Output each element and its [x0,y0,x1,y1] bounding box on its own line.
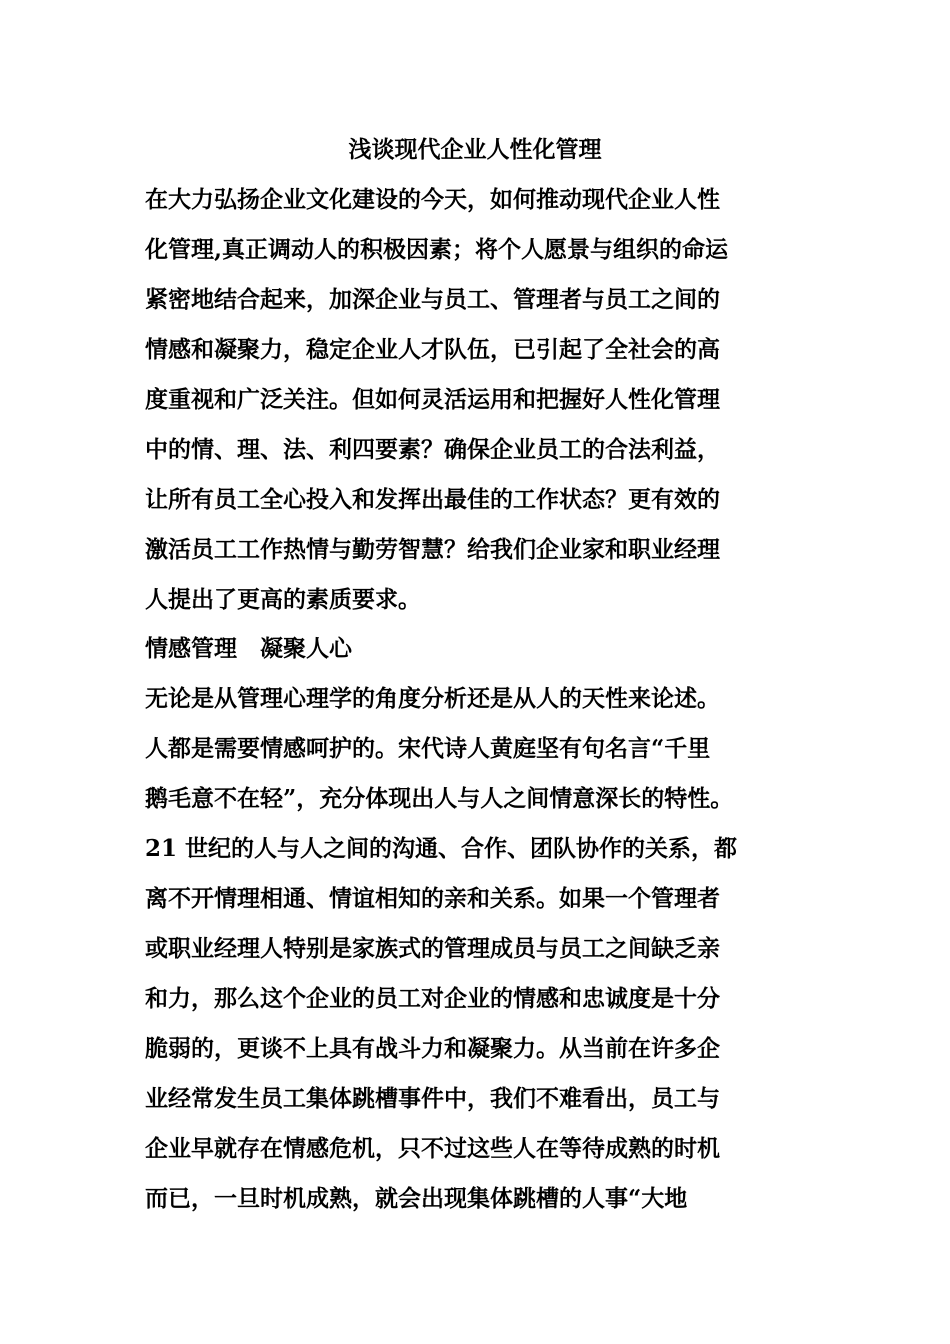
paragraph-line: 人都是需要情感呵护的。宋代诗人黄庭坚有句名言“千里 [145,735,711,762]
document-title: 浅谈现代企业人性化管理 [348,136,602,163]
paragraph-line: 无论是从管理心理学的角度分析还是从人的天性来论述。 [145,685,720,712]
paragraph-line: 中的情、理、法、利四要素？确保企业员工的合法利益， [145,436,720,463]
paragraph-line: 度重视和广泛关注。但如何灵活运用和把握好人性化管理 [145,386,720,413]
section-heading: 情感管理 凝聚人心 [145,635,352,662]
paragraph-line: 激活员工工作热情与勤劳智慧？给我们企业家和职业经理 [145,536,720,563]
paragraph-line: 企业早就存在情感危机，只不过这些人在等待成熟的时机 [145,1135,720,1162]
paragraph-line: 情感和凝聚力，稳定企业人才队伍，已引起了全社会的高 [145,336,720,363]
paragraph-line: 人提出了更高的素质要求。 [145,586,421,613]
paragraph-line: 紧密地结合起来，加深企业与员工、管理者与员工之间的 [145,286,720,313]
paragraph-line: 业经常发生员工集体跳槽事件中，我们不难看出，员工与 [145,1085,720,1112]
paragraph-line: 让所有员工全心投入和发挥出最佳的工作状态？更有效的 [145,486,720,513]
paragraph-line: 21 世纪的人与人之间的沟通、合作、团队协作的关系，都 [145,835,738,862]
paragraph-line: 或职业经理人特别是家族式的管理成员与员工之间缺乏亲 [145,935,720,962]
paragraph-line: 而已，一旦时机成熟，就会出现集体跳槽的人事“大地 [145,1185,688,1212]
paragraph-line: 离不开情理相通、情谊相知的亲和关系。如果一个管理者 [145,885,720,912]
paragraph-line: 化管理,真正调动人的积极因素；将个人愿景与组织的命运 [145,236,729,263]
paragraph-line: 和力，那么这个企业的员工对企业的情感和忠诚度是十分 [145,985,720,1012]
paragraph-line: 在大力弘扬企业文化建设的今天，如何推动现代企业人性 [145,186,720,213]
paragraph-line: 脆弱的，更谈不上具有战斗力和凝聚力。从当前在许多企 [145,1035,720,1062]
paragraph-line: 鹅毛意不在轻”，充分体现出人与人之间情意深长的特性。 [145,785,734,812]
